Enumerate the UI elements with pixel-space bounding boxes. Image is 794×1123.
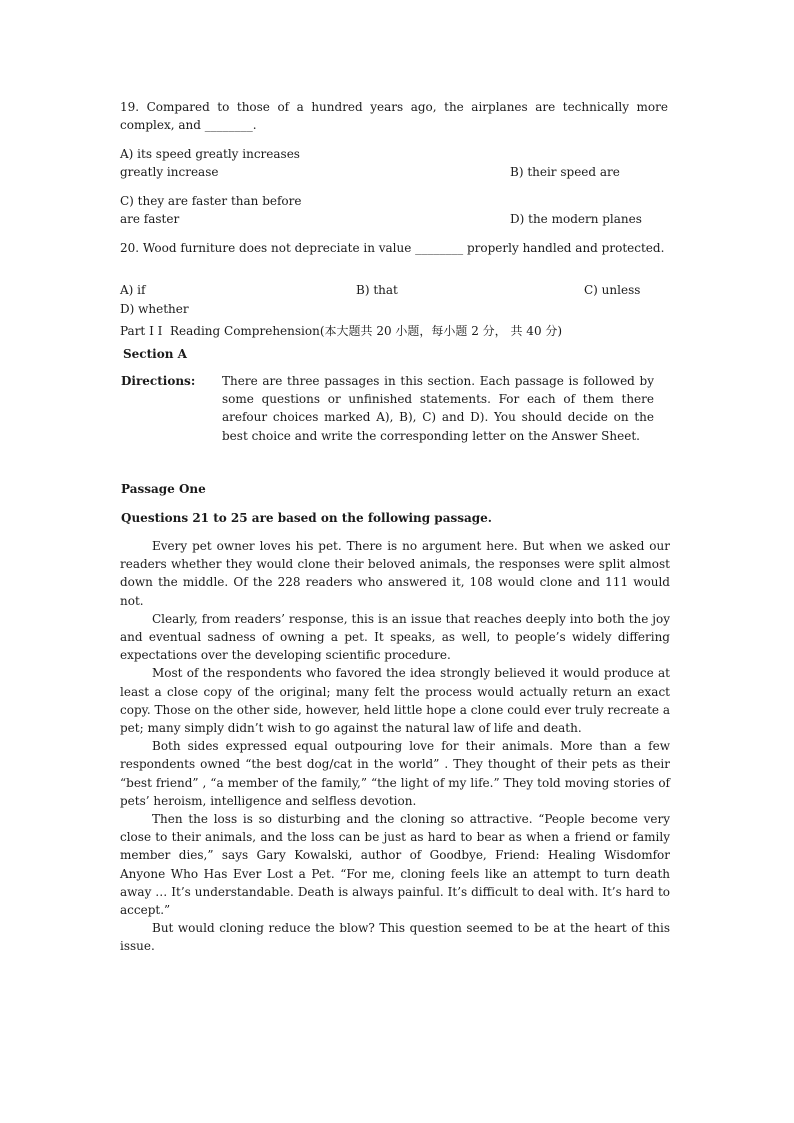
directions-text: There are three passages in this section. Each passage is followed by some questions or unfinished statements. For each of them there arefour choices marked A), B), C) and D). You should decide on the best choice and write the corresponding letter on the Answer Sheet. bbox=[222, 374, 654, 443]
passage-paragraph: Then the loss is so disturbing and the cloning so attractive. “People become very close to their animals, and the loss can be just as hard to bear as when a friend or family member dies,” says Gary Kowalski, author of Goodbye, Friend: Healing Wisdomfor Anyone Who Has Ever Lost a Pet. “For me, cloning feels like an attempt to turn death away … It’s understandable. Death is always painful. It’s difficult to deal with. It’s hard to accept.” bbox=[120, 812, 670, 918]
option-19-b: B) their speed are greatly increase bbox=[120, 165, 620, 180]
questions-intro: Questions 21 to 25 are based on the following passage. bbox=[121, 511, 492, 525]
option-20-b: B) that bbox=[356, 283, 398, 297]
option-20-c: C) unless bbox=[584, 283, 641, 297]
passage-paragraph: Both sides expressed equal outpouring love for their animals. More than a few respondents owned “the best dog/cat in the world” . They thought of their pets as their “best friend” , “a member of the family,” “the light of my life.” They told moving stories of pets’ heroism, intelligence and selfless devotion. bbox=[120, 739, 670, 808]
passage-body bbox=[120, 537, 670, 956]
question-20-options bbox=[120, 281, 668, 299]
passage-paragraph: Clearly, from readers’ response, this is an issue that reaches deeply into both the joy and eventual sadness of owning a pet. It speaks, as well, to people’s widely differing expectations over the developing scientific procedure. bbox=[120, 611, 670, 663]
question-20-stem: 20. Wood furniture does not depreciate in value ________ properly handled and protected. bbox=[120, 241, 665, 255]
question-19-stem: 19. Compared to those of a hundred years ago, the airplanes are technically more complex, and ________. bbox=[120, 100, 672, 133]
option-20-d: D) whether bbox=[120, 302, 189, 316]
directions-label: Directions: bbox=[121, 374, 196, 388]
passage-paragraph: Most of the respondents who favored the idea strongly believed it would produce at least a close copy of the original; many felt the process would actually return an exact copy. Those on the other side, however, held little hope a clone could ever truly recreate a pet; many simply didn’t wish to go against the natural law of life and death. bbox=[120, 666, 670, 736]
passage-title: Passage One bbox=[121, 482, 206, 496]
passage-paragraph: Every pet owner loves his pet. There is no argument here. But when we asked our readers whether they would clone their beloved animals, the responses were split almost down the middle. Of the 228 readers who answered it, 108 would clone and 111 would not. bbox=[120, 539, 670, 608]
option-19-d: D) the modern planes are faster bbox=[120, 212, 642, 227]
option-19-c: C) they are faster than before bbox=[120, 194, 302, 208]
passage-paragraph: But would cloning reduce the blow? This question seemed to be at the heart of this issue. bbox=[120, 921, 670, 954]
section-title: Section A bbox=[123, 347, 187, 361]
part-header: Part I I Reading Comprehension(本大题共 20 小题，每小题 2 分， 共 40 分) bbox=[120, 324, 563, 338]
option-20-a: A) if bbox=[120, 283, 146, 297]
option-19-a: A) its speed greatly increases bbox=[120, 147, 300, 161]
